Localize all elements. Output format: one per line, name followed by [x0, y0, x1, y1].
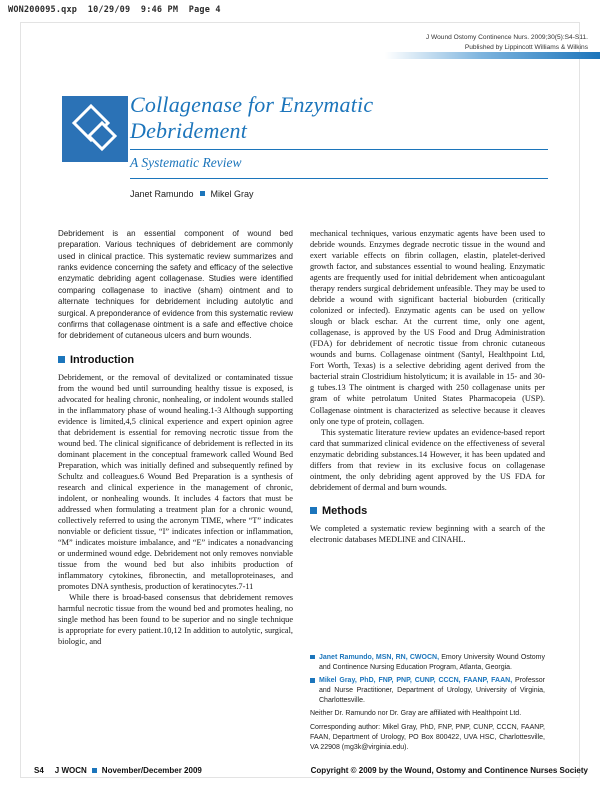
author-line [130, 183, 548, 199]
introduction-heading-label: Introduction [70, 353, 135, 366]
disclosure-statement: Neither Dr. Ramundo nor Dr. Gray are affiliated with Healthpoint Ltd. [310, 710, 522, 718]
bullet-square-icon [310, 655, 315, 660]
section-square-icon [310, 507, 317, 514]
page-number: S4 [34, 766, 44, 775]
affiliation-mikel-gray [310, 676, 545, 706]
introduction-heading [58, 354, 293, 366]
affiliation-detail: Professor and Nurse Practitioner, Department of Urology, University of Virginia, Charlottesville. [319, 677, 545, 705]
journal-abbreviation: J WOCN [54, 766, 87, 775]
journal-banner-bar [385, 52, 600, 59]
abstract-paragraph: Debridement is an essential component of wound bed preparation. Various techniques of debridement are commonly used in clinical practice. This systematic review summarizes and ranks evidence concerning the safety and efficacy of the selective enzymatic debriding agent collagenase. Studies were identified comparing collagenase to inactive (sham) ointment and to alternate techniques for debridement including autolytic and surgical. A preponderance of evidence from this systematic review confirms that collagenase ointment is a safe and effective choice for debridement of cutaneous ulcers and burn wounds. [58, 229, 293, 341]
methods-heading-label: Methods [322, 504, 368, 517]
bullet-square-icon [310, 678, 315, 683]
corresponding-author-note: Corresponding author: Mikel Gray, PhD, FNP, PNP, CUNP, CCCN, FAANP, FAAN, Department of Urology, PO Box 800422, UVA HSC, Charlottesville, VA 22908 (mg3k@virginia.edu). [310, 723, 545, 751]
section-square-icon [58, 356, 65, 363]
author-janet-ramundo: Janet Ramundo [130, 188, 194, 199]
right-column [310, 228, 545, 756]
left-column [58, 228, 293, 756]
affiliation-detail: Emory University Wound Ostomy and Continence Nursing Education Program, Atlanta, Georgia. [319, 653, 545, 671]
affiliation-name: Mikel Gray, PhD, FNP, PNP, CUNP, CCCN, FAANP, FAAN, [319, 677, 513, 685]
methods-heading [310, 505, 545, 517]
proof-header: WON200095.qxp 10/29/09 9:46 PM Page 4 [8, 5, 221, 15]
affiliation-name: Janet Ramundo, MSN, RN, CWOCN, [319, 653, 440, 661]
article-subtitle: A Systematic Review [130, 154, 242, 170]
footer-journal-info [34, 766, 202, 775]
journal-citation [426, 33, 588, 53]
author-mikel-gray: Mikel Gray [210, 188, 254, 199]
issue-date: November/December 2009 [101, 766, 202, 775]
body-paragraph-continued: mechanical techniques, various enzymatic agents have been used to debride wounds. Enzymes degrade necrotic tissue in the wound and exert variable effects on fibrin collagen, elastin, platelet-derived growth factor, and substances essential to wound healing. Enzymatic agents are frequently used for initial debridement when anticoagulant therapy renders surgical debridement unfeasible. They may be used to debride a wound with significant bacterial bioburden (critically colonized or infected). Enzymatic agents can be used on yellow slough or black eschar. At the current time, only one agent, collagenase, is approved by the US Food and Drug Administration (FDA) for debridement of necrotic tissue from chronic cutaneous wounds and burns. Collagenase ointment (Santyl, Healthpoint Ltd, Fort Worth, Texas) is a selective debriding agent derived from the bacterial strain Clostridium histolyticum; it is available in 15- and 30-g tubes.13 The ointment is charged with 250 collagenase units per gram of white petrolatum United States Pharmacopeia (USP). Collagenase ointment is characterized as selective because it cleaves only one type of protein, collagen. [310, 229, 545, 426]
article-title [130, 92, 548, 144]
citation-line-2: Published by Lippincott Williams & Wilkins [464, 43, 588, 51]
body-paragraph-review-update: This systematic literature review updates an evidence-based report card that summarized clinical evidence on the effectiveness of several enzymatic debriding substances.14 However, it has been updated and differs from that review in its exclusive focus on collagenase ointment, the only debriding agent approved by the US FDA for debridement of dermal and burn wounds. [310, 427, 545, 492]
page-footer [34, 766, 588, 775]
article-title-line-1: Collagenase for Enzymatic [130, 92, 374, 117]
article-body [58, 228, 545, 756]
affiliation-janet-ramundo [310, 653, 545, 673]
subtitle-rule [130, 178, 548, 179]
copyright-notice: Copyright © 2009 by the Wound, Ostomy and Continence Nurses Society [310, 766, 588, 775]
bullet-square-icon [200, 191, 205, 196]
introduction-paragraph-1: Debridement, or the removal of devitalized or contaminated tissue from the wound bed until surrounding healthy tissue is exposed, is advocated for healing chronic, nonhealing, or indolent wounds stalled in the inflammatory phase of wound healing.1-3 Although supporting evidence is limited,4,5 clinical experience and expert opinion agree that debridement is essential for removing necrotic tissue from the wound bed. The clinical significance of debridement is reflected in its dominant placement in the conceptual framework called Wound Bed Preparation, which was initially defined and subsequently refined by Schultz and colleagues.6 Wound Bed Preparation is a synthesis of research and clinical experience in the management of chronic, indolent, or nonhealing wounds. It includes 4 factors that must be addressed when formulating a treatment plan for a chronic wound, collectively referred to using the acronym TIME, where “T” indicates nonviable or deficient tissue, “I” indicates infection or inflammation, “M” indicates moisture imbalance, and “E” indicates a nonadvancing or undermined wound edge. Debridement not only removes nonviable tissue from the wound bed but also inhibits production of inflammatory cytokines, fibronectin, and metalloproteinases, and promotes DNA synthesis, production of keratinocytes.7-11 [58, 372, 293, 592]
citation-line-1: J Wound Ostomy Continence Nurs. 2009;30(5):S4-S11. [425, 34, 588, 41]
article-title-line-2: Debridement [130, 117, 248, 143]
wocn-diamond-logo-icon [62, 96, 128, 162]
masthead [130, 92, 548, 199]
author-affiliations [310, 653, 545, 756]
title-rule [130, 149, 548, 150]
introduction-paragraph-2: While there is broad-based consensus that debridement removes harmful necrotic tissue from the wound bed and promotes healing, no single method has been found to be superior and no single technique is appropriate for every patient.10,12 In addition to autolytic, surgical, biologic, and [58, 593, 293, 647]
methods-paragraph-1: We completed a systematic review beginning with a search of the electronic databases MEDLINE and CINAHL. [310, 523, 545, 544]
bullet-square-icon [92, 768, 97, 773]
